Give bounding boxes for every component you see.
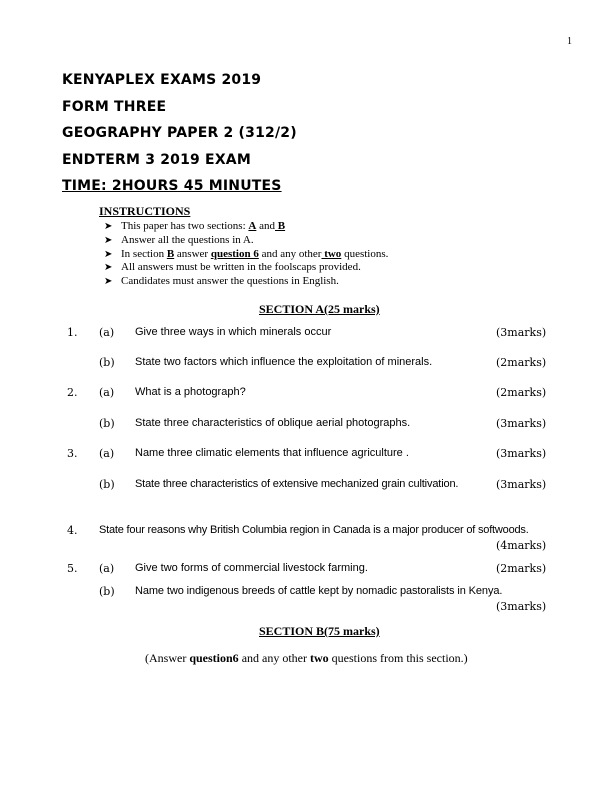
instructions-title: INSTRUCTIONS [99,204,191,218]
instruction-item: ➤ Candidates must answer the questions in English. [104,275,339,288]
part-label: (a) [99,447,115,460]
question-number: 1. [67,326,78,339]
paper-name: GEOGRAPHY PAPER 2 (312/2) [62,125,297,141]
question-text: State three characteristics of extensive mechanized grain cultivation. [135,478,459,490]
section-b-note: (Answer question6 and any other two questions from this section.) [145,651,468,665]
marks: (4marks) [496,539,547,552]
marks: (2marks) [496,386,547,399]
page-number: 1 [567,36,572,47]
marks: (3marks) [496,326,547,339]
marks: (3marks) [496,478,547,491]
exam-title: KENYAPLEX EXAMS 2019 [62,72,262,88]
marks: (2marks) [496,562,547,575]
part-label: (b) [99,417,115,430]
form-level: FORM THREE [62,99,167,115]
question-text: Give two forms of commercial livestock farming. [135,562,368,574]
section-a-title: SECTION A(25 marks) [259,302,380,316]
instruction-item: ➤ This paper has two sections: A and B [104,220,286,232]
question-text: Name three climatic elements that influence agriculture . [135,447,409,459]
instructions-list [104,220,388,289]
part-label: (b) [99,356,115,369]
instruction-item: ➤ In section B answer question 6 and any other two questions. [104,247,389,260]
question-text: State three characteristics of oblique aerial photographs. [135,417,411,429]
arrow-bullet-icon: ➤ [104,248,113,260]
marks: (2marks) [496,356,547,369]
question-text: Give three ways in which minerals occur [135,326,332,338]
section-b-title: SECTION B(75 marks) [259,624,380,638]
arrow-bullet-icon: ➤ [104,234,113,246]
question-number: 3. [67,447,78,460]
instruction-item: ➤ Answer all the questions in A. [104,233,254,246]
marks: (3marks) [496,417,547,430]
question-number: 2. [67,386,78,399]
exam-time: TIME: 2HOURS 45 MINUTES [62,178,282,194]
arrow-bullet-icon: ➤ [104,221,113,232]
question-text: State four reasons why British Columbia region in Canada is a major producer of softwoods. [99,524,529,536]
arrow-bullet-icon: ➤ [104,276,113,288]
part-label: (a) [99,562,115,575]
question-text: What is a photograph? [135,386,246,398]
marks: (3marks) [496,447,547,460]
marks: (3marks) [496,600,547,613]
exam-session: ENDTERM 3 2019 EXAM [62,152,251,168]
arrow-bullet-icon: ➤ [104,262,113,274]
part-label: (b) [99,478,115,491]
part-label: (a) [99,326,115,339]
question-text: Name two indigenous breeds of cattle kept by nomadic pastoralists in Kenya. [135,585,503,597]
part-label: (b) [99,585,115,598]
part-label: (a) [99,386,115,399]
question-number: 5. [67,562,78,575]
instruction-item: ➤ All answers must be written in the foolscaps provided. [104,261,361,274]
question-text: State two factors which influence the exploitation of minerals. [135,356,433,368]
question-number: 4. [67,524,78,537]
